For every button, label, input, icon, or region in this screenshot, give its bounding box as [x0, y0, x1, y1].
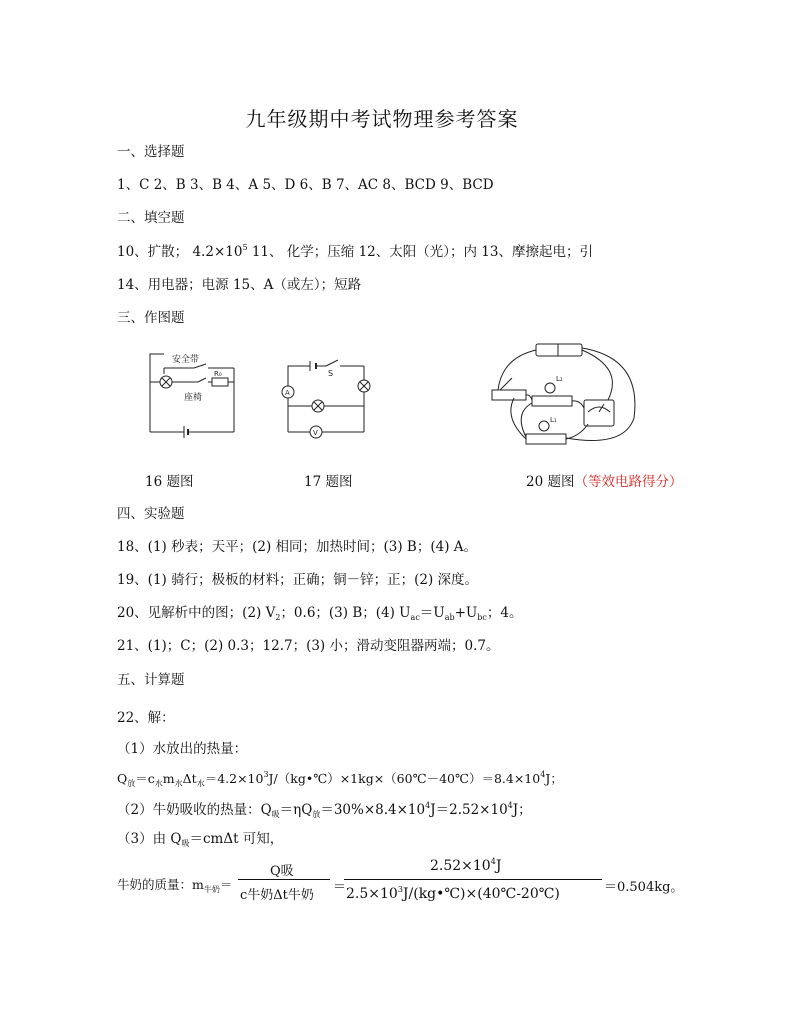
calc-part-1: （1）水放出的热量： — [117, 741, 248, 757]
calc-formula-heat-released: $Q_放=c_水m_水\Delta t_水=4.2\times 10^3J/(kg•℃)\times 1kg\times(60℃-40℃)=8.4\times 10^4J$； — [117, 770, 563, 788]
label-r0: R₀ — [214, 370, 222, 378]
label-l1: L₁ — [550, 416, 557, 424]
section-heading-choice: 一、选择题 — [117, 144, 185, 160]
section-heading-experiment: 四、实验题 — [117, 506, 185, 522]
fraction-2-numerator: $2.52\times 10^4J$ — [430, 857, 502, 874]
calc-q22-heading: 22、解： — [117, 710, 175, 726]
caption-figure-17: 17 题图 — [304, 474, 353, 490]
caption-figure-20: 20 题图（等效电路得分） — [526, 474, 683, 490]
calc-mass-label: 牛奶的质量：$m_{牛奶}=$ — [117, 877, 233, 894]
calc-part-2: （2）牛奶吸收的热量：$Q_吸=\eta Q_放=30\%\times 8.4\times 10^4J=2.52\times 10^4J$； — [117, 801, 532, 819]
label-seat: 座椅 — [184, 393, 203, 403]
fraction-2-bar — [344, 879, 602, 880]
section-heading-calc: 五、计算题 — [117, 672, 185, 688]
answer-q21: 21、(1)；C；(2) 0.3；12.7；(3) 小；滑动变阻器两端；0.7。 — [117, 638, 500, 654]
answer-q18: 18、(1) 秒表；天平；(2) 相同；加热时间；(3) B；(4) A。 — [117, 539, 478, 555]
calc-part-3: （3）由 $Q_吸=cm\Delta t$ 可知， — [117, 831, 284, 848]
fraction-1-bar — [238, 879, 330, 880]
caption-figure-20-note: （等效电路得分） — [574, 474, 683, 490]
meter-v-label: V — [313, 429, 318, 437]
choice-answers: 1、C 2、B 3、B 4、A 5、D 6、B 7、AC 8、BCD 9、BCD — [117, 177, 494, 193]
fill-answers-line-1: 10、扩散； $4.2\times 10^5$ 11、 化学；压缩 12、太阳（光）；内 13、摩擦起电；引 — [117, 243, 593, 260]
label-s: S — [328, 369, 334, 378]
meter-a-label: A — [285, 389, 290, 397]
figure-17-circuit — [276, 358, 376, 440]
page-title: 九年级期中考试物理参考答案 — [245, 107, 519, 131]
answer-q20: 20、见解析中的图；(2) $V_2$；0.6；(3) B；(4) $U_{ac}=U_{ab}+U_{bc}$；4。 — [117, 605, 523, 622]
answer-q19: 19、(1) 骑行；极板的材料；正确；铜－锌；正；(2) 深度。 — [117, 572, 479, 588]
calc-result: ＝0.504kg。 — [604, 880, 684, 895]
fraction-1-numerator: Q吸 — [270, 864, 294, 879]
figure-20-physical-circuit — [484, 338, 644, 458]
figure-16-circuit — [136, 348, 246, 440]
fill-answers-line-2: 14、用电器；电源 15、A（或左）；短路 — [117, 277, 362, 293]
label-safety-belt: 安全带 — [172, 355, 200, 365]
section-heading-fill: 二、填空题 — [117, 210, 185, 226]
equals-sign: ＝ — [333, 880, 347, 895]
label-l2: L₂ — [556, 375, 563, 383]
caption-figure-16: 16 题图 — [145, 474, 194, 490]
fraction-2-denominator: $2.5\times 10^3J/(kg•℃)\times(40℃-20℃)$ — [346, 885, 560, 902]
section-heading-drawing: 三、作图题 — [117, 310, 185, 326]
fraction-1-denominator: c牛奶Δt牛奶 — [240, 888, 314, 903]
